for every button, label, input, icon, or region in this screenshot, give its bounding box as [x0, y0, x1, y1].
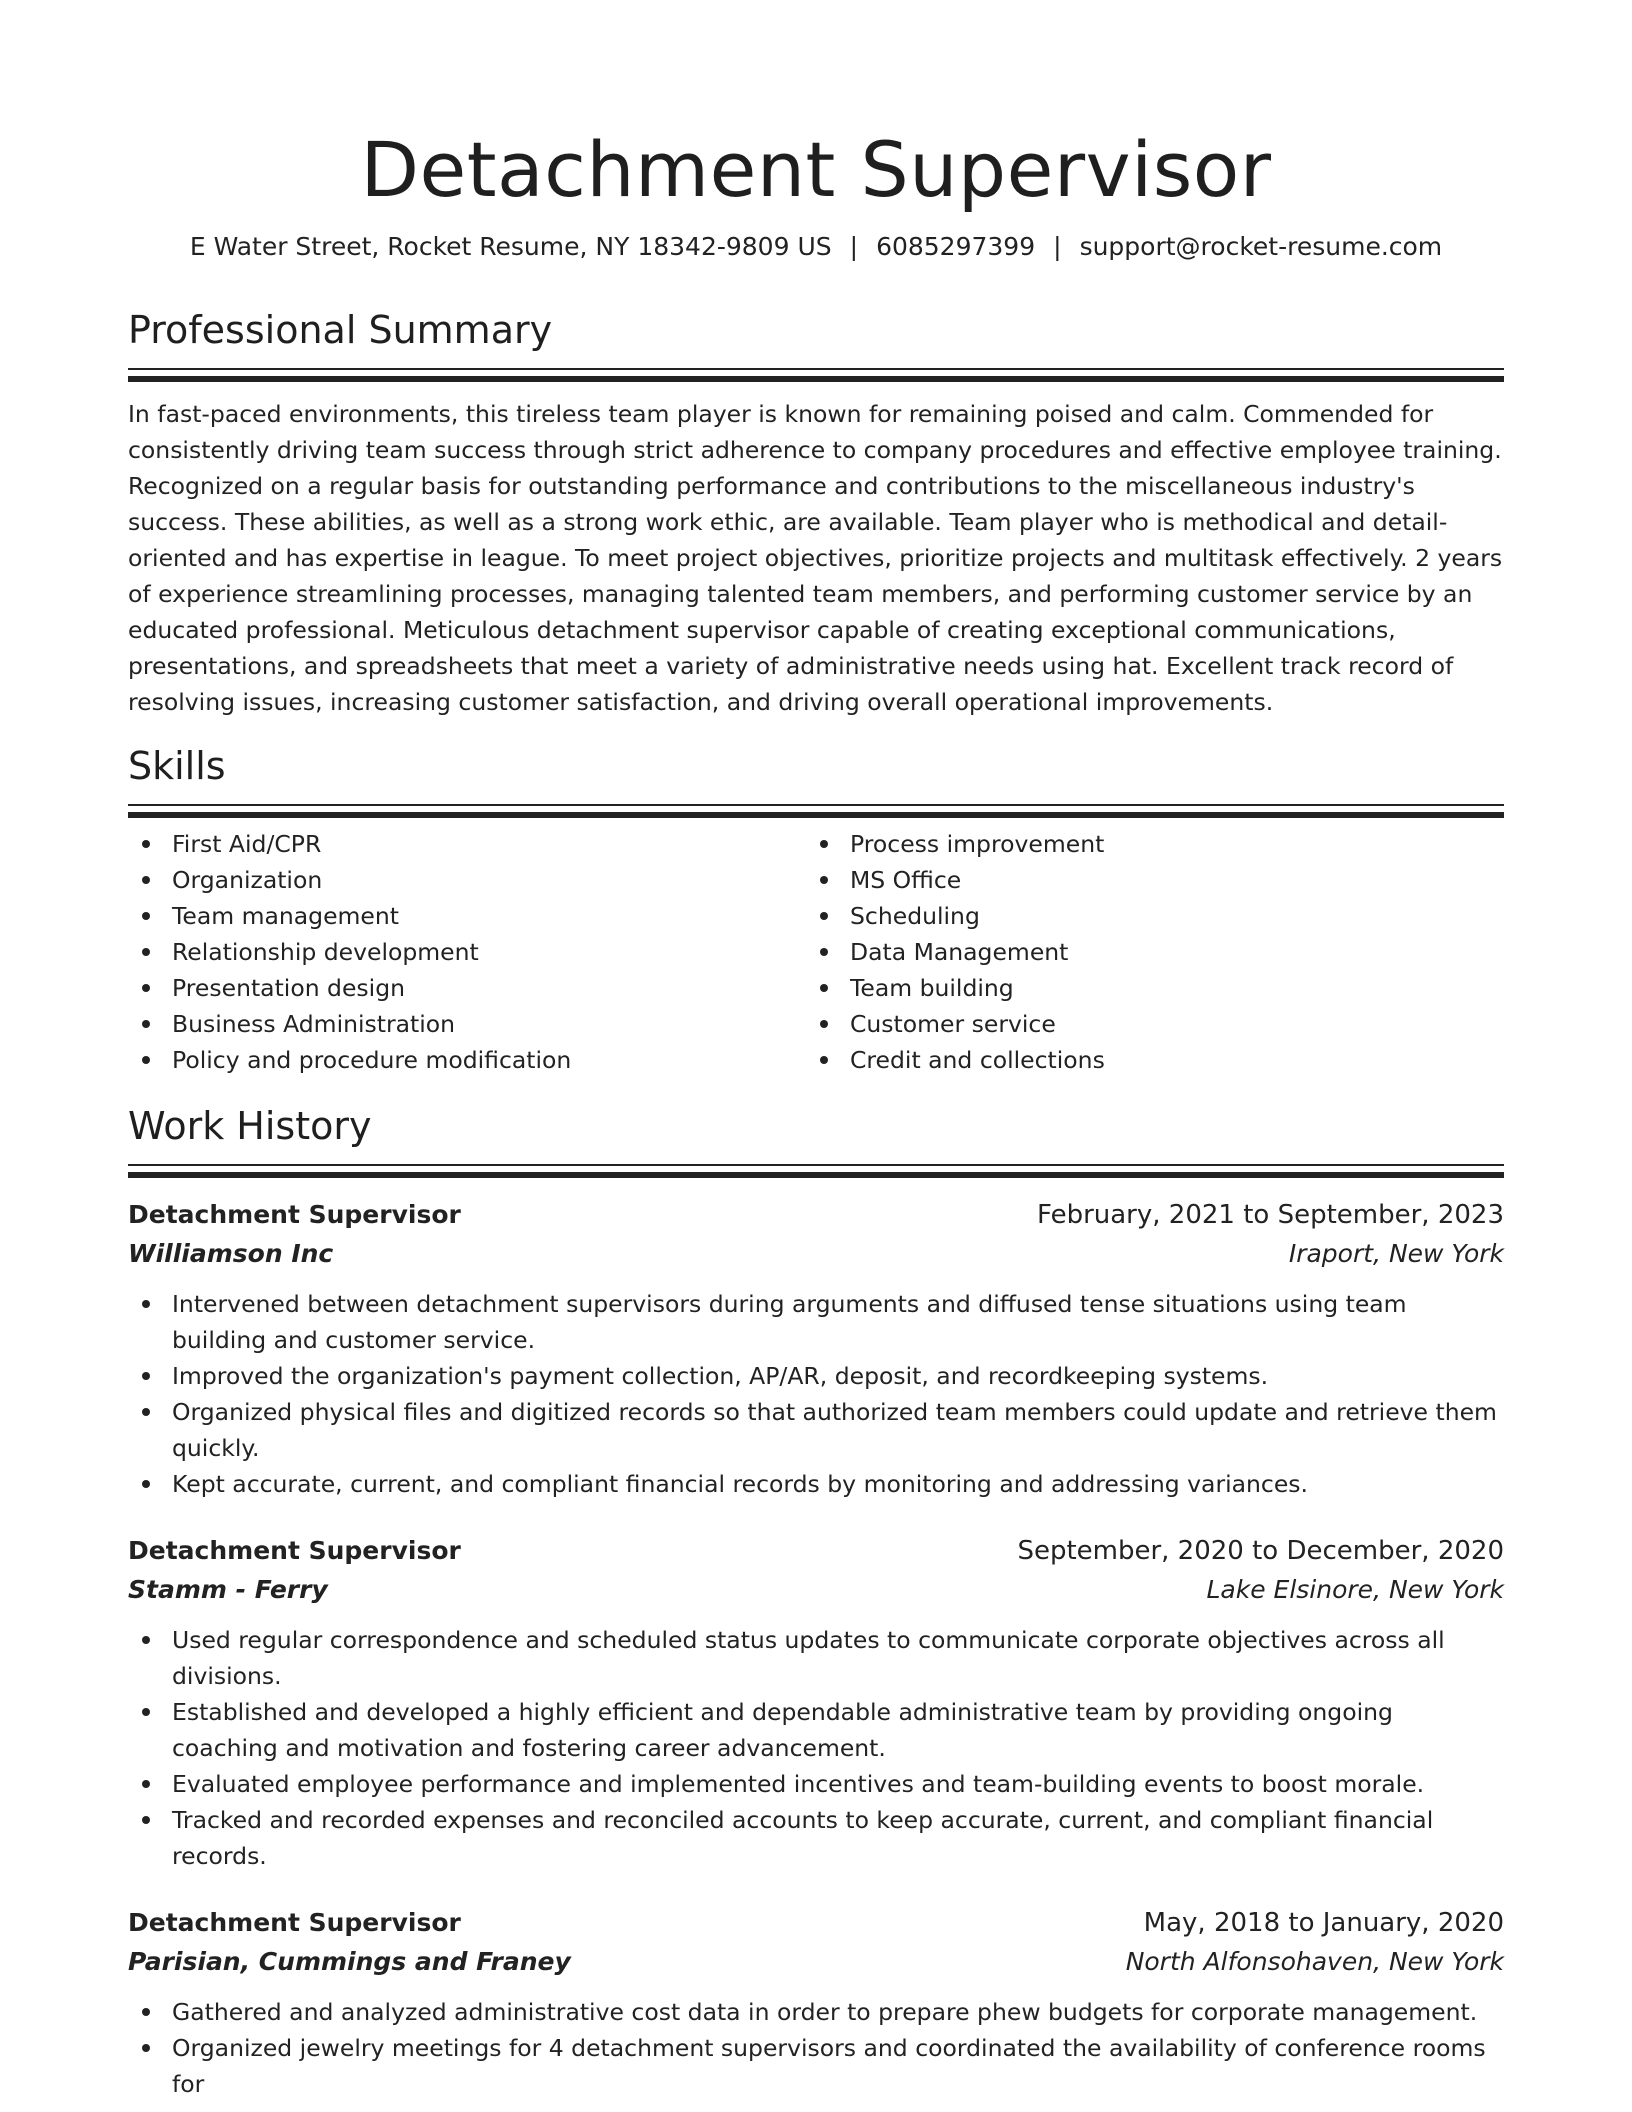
job-subheader-row — [128, 1942, 1504, 1982]
work-history-heading: Work History — [128, 1104, 372, 1148]
summary-section — [128, 306, 1504, 720]
job-dates: May, 2018 to January, 2020 — [1143, 1908, 1504, 1938]
skill-item: Relationship development — [128, 934, 806, 970]
contact-email: support@rocket-resume.com — [1079, 232, 1443, 261]
job-header-row — [128, 1532, 1504, 1570]
contact-address: E Water Street, Rocket Resume, NY 18342-9809 US — [189, 232, 832, 261]
skill-item: Credit and collections — [806, 1042, 1484, 1078]
section-divider — [128, 1164, 1504, 1178]
job-bullet: Established and developed a highly efficient and dependable administrative team by providing ongoing coaching and motivation and fostering career advancement. — [128, 1694, 1504, 1766]
job-bullets — [128, 1994, 1504, 2102]
job-location: North Alfonsohaven, New York — [1125, 1947, 1504, 1976]
skills-columns — [128, 826, 1504, 1078]
skill-item: Process improvement — [806, 826, 1484, 862]
skill-item: Customer service — [806, 1006, 1484, 1042]
contact-phone: 6085297399 — [876, 232, 1036, 261]
job-location: Lake Elsinore, New York — [1206, 1575, 1504, 1604]
job-bullet: Intervened between detachment supervisors during arguments and diffused tense situations using team building and customer service. — [128, 1286, 1504, 1358]
job-dates: September, 2020 to December, 2020 — [1017, 1536, 1504, 1566]
resume-page — [128, 0, 1504, 2102]
job-header-row — [128, 1904, 1504, 1942]
job-title: Detachment Supervisor — [128, 1536, 461, 1565]
section-divider — [128, 368, 1504, 382]
skill-item: Team building — [806, 970, 1484, 1006]
job-bullet: Kept accurate, current, and compliant financial records by monitoring and addressing variances. — [128, 1466, 1504, 1502]
job-entry — [128, 1904, 1504, 2102]
skill-item: Presentation design — [128, 970, 806, 1006]
job-company: Stamm - Ferry — [128, 1575, 328, 1604]
job-location: Iraport, New York — [1288, 1239, 1504, 1268]
job-entry — [128, 1196, 1504, 1502]
job-bullet: Tracked and recorded expenses and reconciled accounts to keep accurate, current, and compliant financial records. — [128, 1802, 1504, 1874]
resume-name: Detachment Supervisor — [360, 125, 1272, 214]
job-bullet: Organized jewelry meetings for 4 detachment supervisors and coordinated the availability of conference rooms for — [128, 2030, 1504, 2102]
skill-item: Data Management — [806, 934, 1484, 970]
job-bullets — [128, 1622, 1504, 1874]
job-subheader-row — [128, 1570, 1504, 1610]
job-bullet: Gathered and analyzed administrative cost data in order to prepare phew budgets for corporate management. — [128, 1994, 1504, 2030]
job-title: Detachment Supervisor — [128, 1200, 461, 1229]
job-entry — [128, 1532, 1504, 1874]
job-title: Detachment Supervisor — [128, 1908, 461, 1937]
job-subheader-row — [128, 1234, 1504, 1274]
summary-heading: Professional Summary — [128, 308, 553, 352]
job-company: Parisian, Cummings and Franey — [128, 1947, 571, 1976]
skill-item: MS Office — [806, 862, 1484, 898]
skills-column-right — [806, 826, 1484, 1078]
skill-item: Business Administration — [128, 1006, 806, 1042]
job-bullets — [128, 1286, 1504, 1502]
section-divider — [128, 804, 1504, 818]
skill-item: Organization — [128, 862, 806, 898]
skill-item: First Aid/CPR — [128, 826, 806, 862]
work-history-section — [128, 1102, 1504, 2102]
job-bullet: Evaluated employee performance and implemented incentives and team-building events to boost morale. — [128, 1766, 1504, 1802]
skills-heading: Skills — [128, 744, 226, 788]
job-dates: February, 2021 to September, 2023 — [1037, 1200, 1504, 1230]
job-bullet: Organized physical files and digitized records so that authorized team members could update and retrieve them quickly. — [128, 1394, 1504, 1466]
skill-item: Scheduling — [806, 898, 1484, 934]
job-header-row — [128, 1196, 1504, 1234]
skills-section — [128, 742, 1504, 1078]
job-bullet: Used regular correspondence and scheduled status updates to communicate corporate objectives across all divisions. — [128, 1622, 1504, 1694]
job-company: Williamson Inc — [128, 1239, 334, 1268]
contact-separator: | — [849, 232, 859, 261]
skills-column-left — [128, 826, 806, 1078]
skill-item: Team management — [128, 898, 806, 934]
job-bullet: Improved the organization's payment collection, AP/AR, deposit, and recordkeeping systems. — [128, 1358, 1504, 1394]
skill-item: Policy and procedure modification — [128, 1042, 806, 1078]
contact-separator: | — [1053, 232, 1062, 261]
contact-line — [128, 230, 1504, 264]
summary-text: In fast-paced environments, this tireless team player is known for remaining poised and calm. Commended for consistently driving team success through strict adherence to company procedures and effective employee training. Recognized on a regular basis for outstanding performance and contributions to the miscellaneous industry's success. These abilities, as well as a strong work ethic, are available. Team player who is methodical and detail-oriented and has expertise in league. To meet project objectives, prioritize projects and multitask effectively. 2 years of experience streamlining processes, managing talented team members, and performing customer service by an educated professional. Meticulous detachment supervisor capable of creating exceptional communications, presentations, and spreadsheets that meet a variety of administrative needs using hat. Excellent track record of resolving issues, increasing customer satisfaction, and driving overall operational improvements. — [128, 400, 1503, 716]
